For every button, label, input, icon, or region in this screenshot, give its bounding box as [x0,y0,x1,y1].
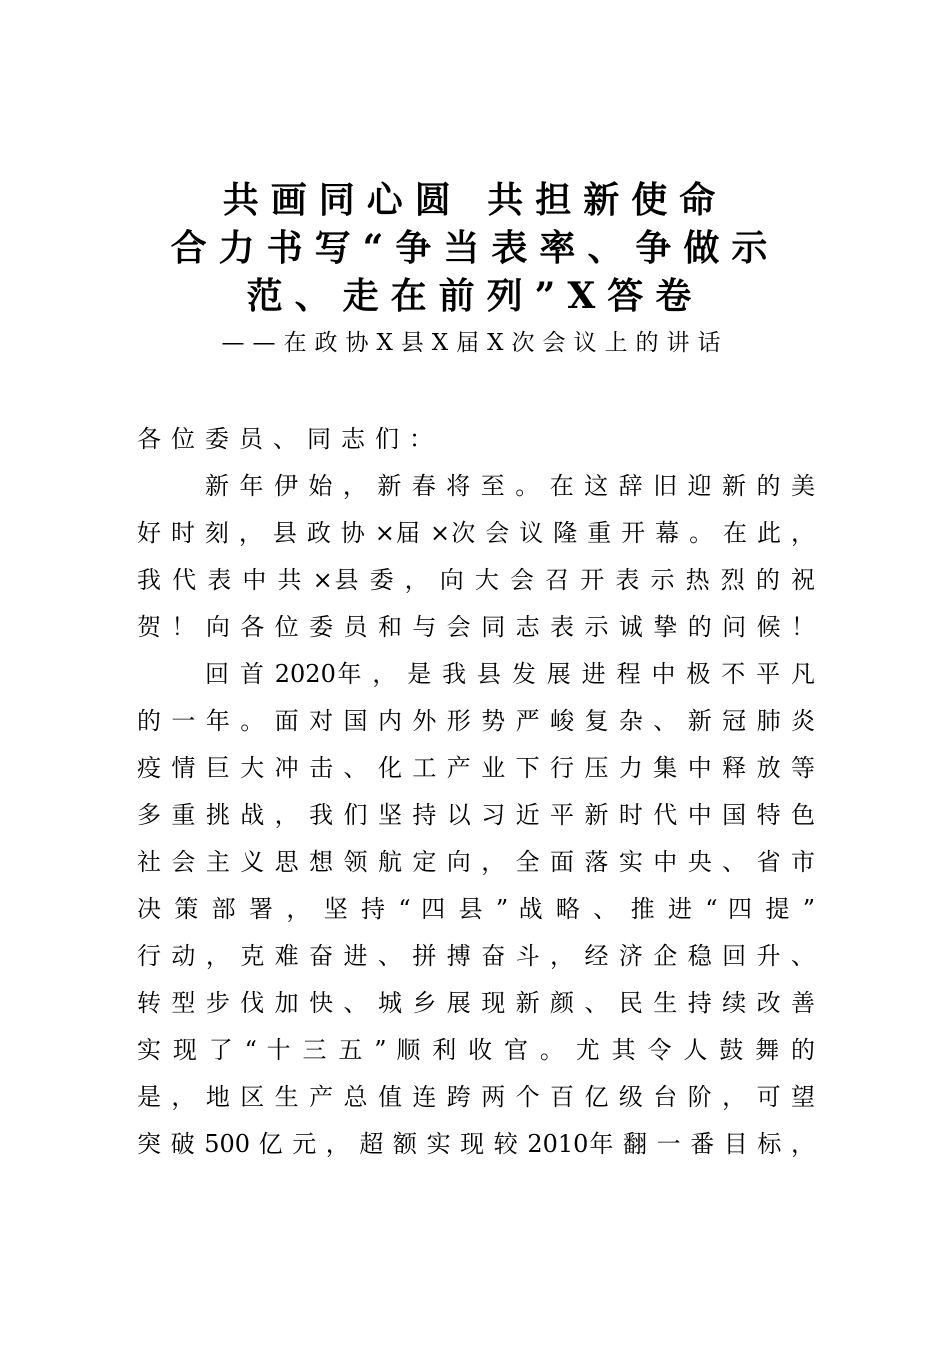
paragraph-line: 社 会 主 义 思 想 领 航 定 向 ， 全 面 落 实 中 央 、 省 市 [137,848,815,876]
paragraph-line: 新 年 伊 始 ， 新 春 将 至 。 在 这 辞 旧 迎 新 的 美 [205,472,815,500]
speech-body [137,416,815,1168]
paragraph-line: 我 代 表 中 共 ×县 委 ， 向 大 会 召 开 表 示 热 烈 的 祝 [137,566,815,594]
title-line-2: 合力书写“争当表率、争做示 [170,227,780,269]
paragraph-line: 突 破 500 亿 元 ， 超 额 实 现 较 2010年 翻 一 番 目 标 ， [137,1130,815,1158]
title-line-1: 共画同心圆 共担新使命 [222,179,728,221]
paragraph-line: 行 动 ， 克 难 奋 进 、 拼 搏 奋 斗 ， 经 济 企 稳 回 升 、 [137,942,815,970]
paragraph-line: 贺 ！ 向 各 位 委 员 和 与 会 同 志 表 示 诚 挚 的 问 候 ！ [137,613,815,641]
paragraph-line: 好 时 刻 ， 县 政 协 ×届 ×次 会 议 隆 重 开 幕 。 在 此 ， [137,519,815,547]
paragraph-line: 多 重 挑 战 ， 我 们 坚 持 以 习 近 平 新 时 代 中 国 特 色 [137,801,815,829]
title-line-3: 范、走在前列”X答卷 [246,275,704,317]
paragraph-line: 决 策 部 署 ， 坚 持 “ 四 县 ” 战 略 、 推 进 “ 四 提 ” [137,895,815,923]
subtitle: ——在政协X县X届X次会议上的讲话 [221,330,729,356]
paragraph-line: 疫 情 巨 大 冲 击 、 化 工 产 业 下 行 压 力 集 中 释 放 等 [137,754,815,782]
paragraph-line: 回 首 2020年 ， 是 我 县 发 展 进 程 中 极 不 平 凡 [205,660,815,688]
paragraph-line: 是 ， 地 区 生 产 总 值 连 跨 两 个 百 亿 级 台 阶 ， 可 望 [137,1083,815,1111]
paragraph-line: 实 现 了 “ 十 三 五 ” 顺 利 收 官 。 尤 其 令 人 鼓 舞 的 [137,1036,815,1064]
paragraph-line: 的 一 年 。 面 对 国 内 外 形 势 严 峻 复 杂 、 新 冠 肺 炎 [137,707,815,735]
salutation: 各位委员、同志们： [137,425,443,453]
paragraph-line: 转 型 步 伐 加 快 、 城 乡 展 现 新 颜 、 民 生 持 续 改 善 [137,989,815,1017]
